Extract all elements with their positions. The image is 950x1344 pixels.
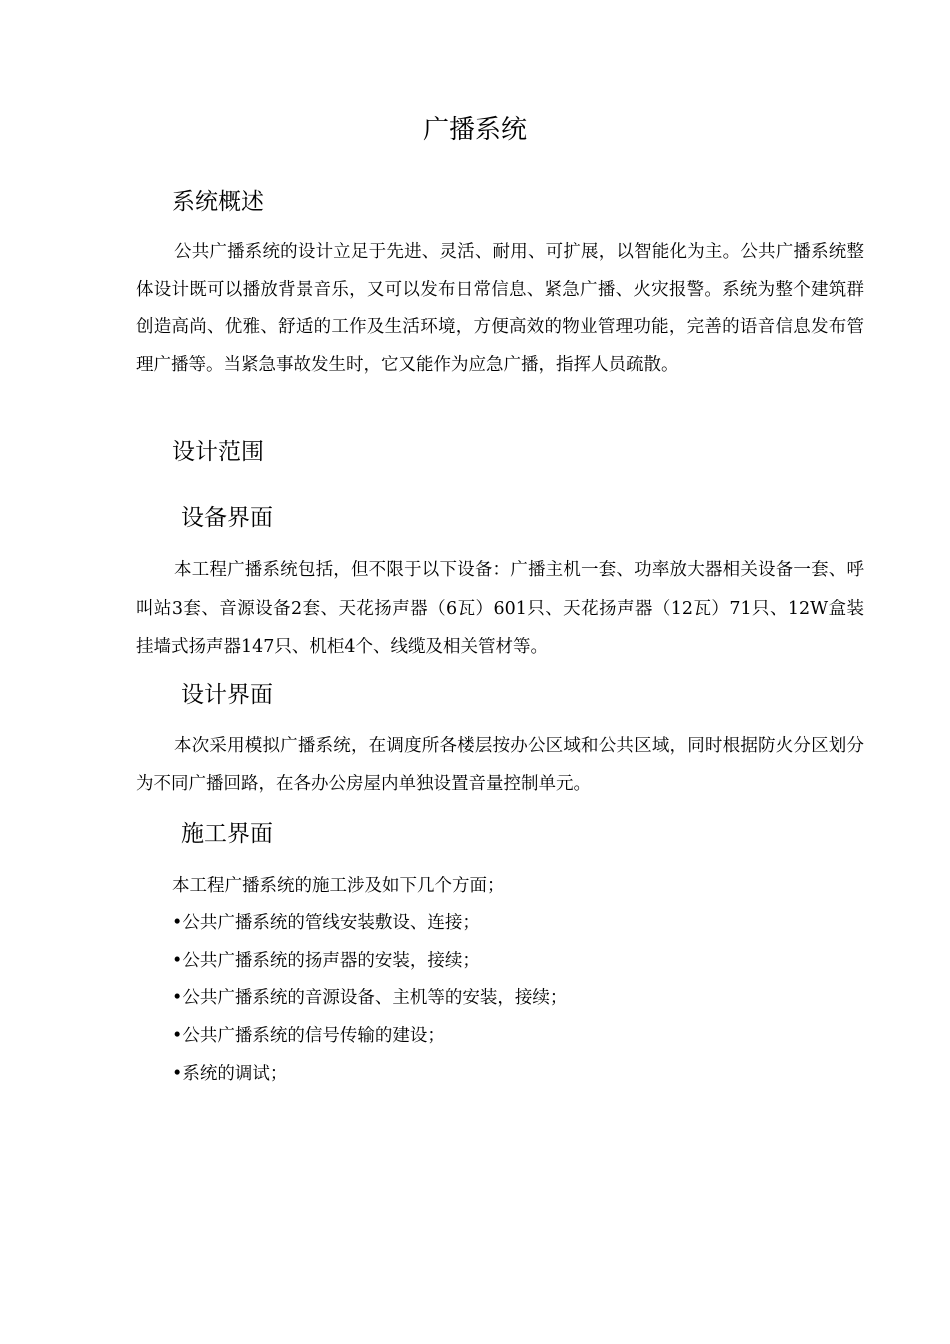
construction-list-item: •公共广播系统的音源设备、主机等的安装，接续； <box>172 988 568 1008</box>
section-heading-equipment: 设备界面 <box>181 505 273 531</box>
section-heading-construction: 施工界面 <box>181 821 273 847</box>
construction-list-item: •系统的调试； <box>172 1064 288 1084</box>
overview-paragraph: 公共广播系统的设计立足于先进、灵活、耐用、可扩展，以智能化为主。公共广播系统整体设计既可以播放背景音乐，又可以发布日常信息、紧急广播、火灾报警。系统为整个建筑群创造高尚、优雅、舒适的工作及生活环境，方便高效的物业管理功能，完善的语音信息发布管理广播等。当紧急事故发生时，它又能作为应急广播，指挥人员疏散。 <box>136 242 864 375</box>
design-paragraph: 本次采用模拟广播系统，在调度所各楼层按办公区域和公共区域，同时根据防火分区划分为不同广播回路，在各办公房屋内单独设置音量控制单元。 <box>136 736 864 794</box>
construction-intro: 本工程广播系统的施工涉及如下几个方面； <box>172 876 505 896</box>
section-heading-overview: 系统概述 <box>172 189 264 215</box>
section-heading-design: 设计界面 <box>181 682 273 708</box>
construction-list-item: •公共广播系统的信号传输的建设； <box>172 1026 445 1046</box>
equipment-paragraph: 本工程广播系统包括，但不限于以下设备：广播主机一套、功率放大器相关设备一套、呼叫站3套、音源设备2套、天花扬声器（6瓦）601只、天花扬声器（12瓦）71只、12W盒装挂墙式扬声器147只、机柜4个、线缆及相关管材等。 <box>136 560 864 657</box>
construction-list-item: •公共广播系统的管线安装敷设、连接； <box>172 913 480 933</box>
document-title: 广播系统 <box>422 115 527 145</box>
construction-list-item: •公共广播系统的扬声器的安装，接续； <box>172 951 480 971</box>
section-heading-scope: 设计范围 <box>172 439 264 465</box>
